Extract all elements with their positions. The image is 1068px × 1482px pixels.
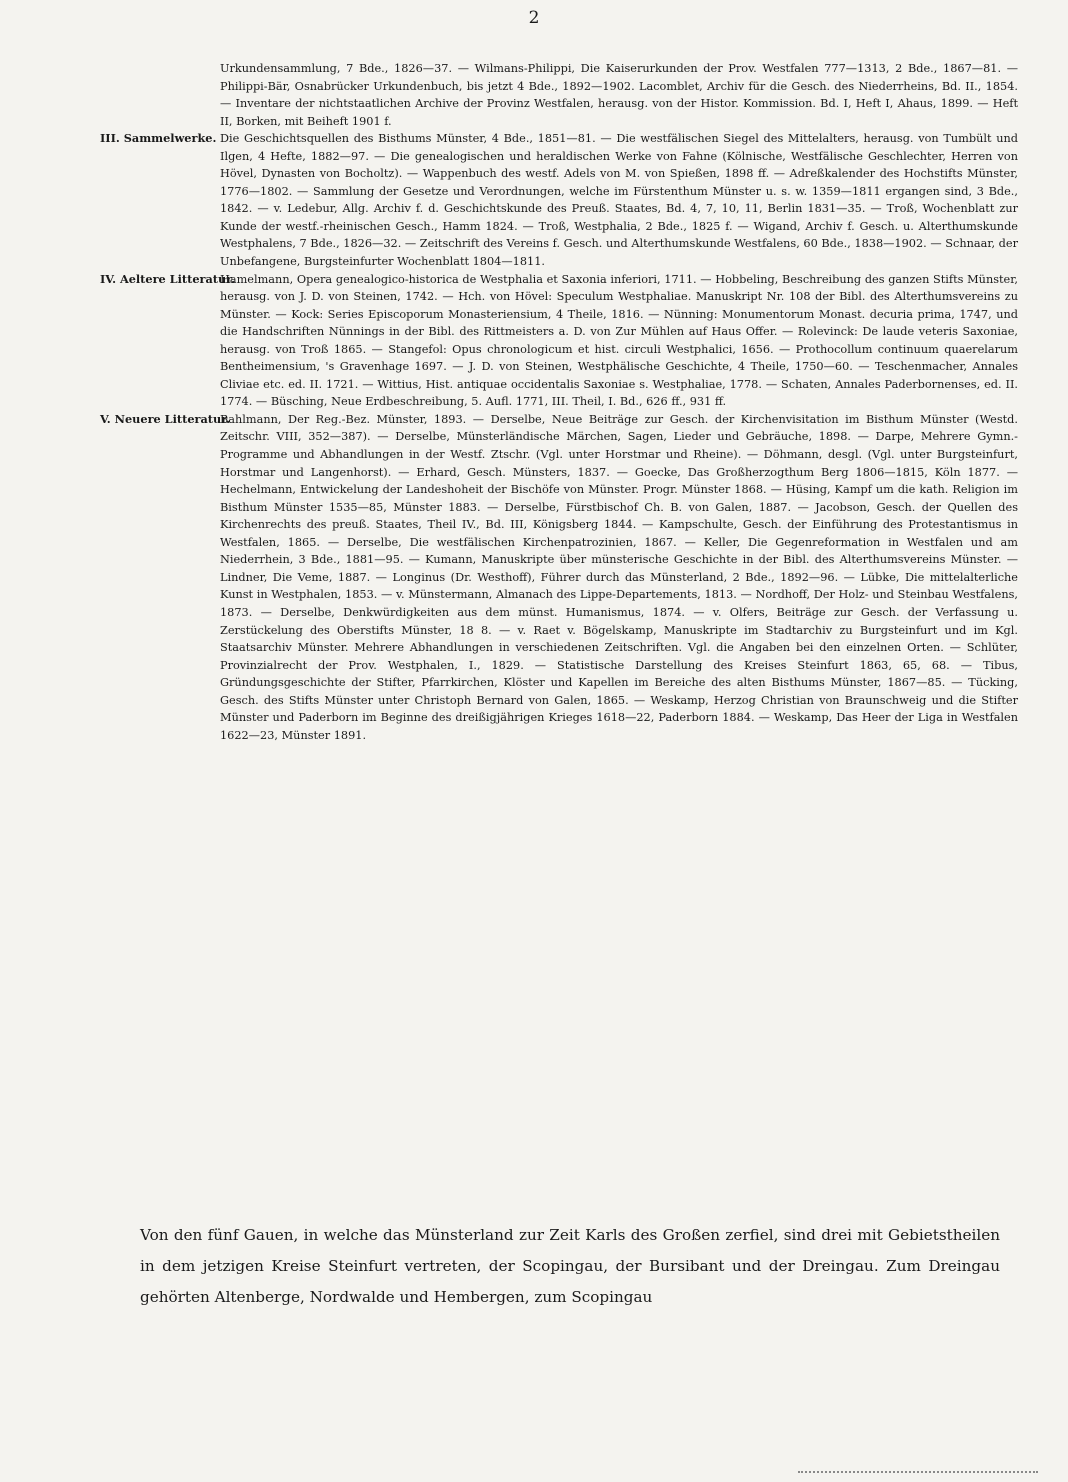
scan-edge-mark <box>798 1471 1038 1478</box>
bib-section-label: III. Sammelwerke. <box>100 131 217 146</box>
bibliography <box>100 60 1018 744</box>
bib-section-text: Urkundensammlung, 7 Bde., 1826—37. — Wilmans-Philippi, Die Kaiserurkunden der Prov. Westfalen 777—1313, 2 Bde., 1867—81. — Philippi-Bär, Osnabrücker Urkundenbuch, bis jetzt 4 Bde., 1892—1902. Lacomblet, Archiv für die Gesch. des Niederrheins, Bd. II., 1854. — Inventare der nichtstaatlichen Archive der Provinz Westfalen, herausg. von der Histor. Kommission. Bd. I, Heft I, Ahaus, 1899. — Heft II, Borken, mit Beiheft 1901 f. <box>220 62 1018 128</box>
bib-section-continued <box>100 60 1018 130</box>
bib-section-aeltere-litteratur <box>100 271 1018 411</box>
bib-section-neuere-litteratur <box>100 411 1018 744</box>
page-number: 2 <box>528 8 540 28</box>
bib-section-text: Hamelmann, Opera genealogico-historica de Westphalia et Saxonia inferiori, 1711. — Hobbeling, Beschreibung des ganzen Stifts Münster, herausg. von J. D. von Steinen, 1742. — Hch. von Hövel: Speculum Westphaliae. Manuskript Nr. 108 der Bibl. des Alterthumsvereins zu Münster. — Kock: Series Episcoporum Monasteriensium, 4 Theile, 1816. — Nünning: Monumentorum Monast. decuria prima, 1747, und die Handschriften Nünnings in der Bibl. des Rittmeisters a. D. von Zur Mühlen auf Haus Offer. — Rolevinck: De laude veteris Saxoniae, herausg. von Troß 1865. — Stangefol: Opus chronologicum et hist. circuli Westphalici, 1656. — Prothocollum continuum quaerelarum Bentheimensium, 's Gravenhage 1697. — J. D. von Steinen, Westphälische Geschichte, 4 Theile, 1750—60. — Teschenmacher, Annales Cliviae etc. ed. II. 1721. — Wittius, Hist. antiquae occidentalis Saxoniae s. Westphaliae, 1778. — Schaten, Annales Paderbornenses, ed. II. 1774. — Büsching, Neue Erdbeschreibung, 5. Aufl. 1771, III. Theil, I. Bd., 626 ff., 931 ff. <box>220 272 1018 409</box>
bib-section-label: IV. Aeltere Litteratur. <box>100 271 236 286</box>
body-paragraph: Von den fünf Gauen, in welche das Münsterland zur Zeit Karls des Großen zerfiel, sind drei mit Gebietstheilen in dem jetzigen Kreise Steinfurt vertreten, der Scopingau, der Bursibant und der Dreingau. Zum Dreingau gehörten Altenberge, Nordwalde und Hembergen, zum Scopingau <box>140 1226 1000 1306</box>
bib-section-label: V. Neuere Litteratur. <box>100 411 231 426</box>
bib-section-sammelwerke <box>100 130 1018 270</box>
bib-section-text: Bahlmann, Der Reg.-Bez. Münster, 1893. — Derselbe, Neue Beiträge zur Gesch. der Kirchenvisitation im Bisthum Münster (Westd. Zeitschr. VIII, 352—387). — Derselbe, Münsterländische Märchen, Sagen, Lieder und Gebräuche, 1898. — Darpe, Mehrere Gymn.-Programme und Abhandlungen in der Westf. Ztschr. (Vgl. unter Horstmar und Rheine). — Döhmann, desgl. (Vgl. unter Burgsteinfurt, Horstmar und Langenhorst). — Erhard, Gesch. Münsters, 1837. — Goecke, Das Großherzogthum Berg 1806—1815, Köln 1877. — Hechelmann, Entwickelung der Landeshoheit der Bischöfe von Münster. Progr. Münster 1868. — Hüsing, Kampf um die kath. Religion im Bisthum Münster 1535—85, Münster 1883. — Derselbe, Fürstbischof Ch. B. von Galen, 1887. — Jacobson, Gesch. der Quellen des Kirchenrechts des preuß. Staates, Theil IV., Bd. III, Königsberg 1844. — Kampschulte, Gesch. der Einführung des Protestantismus in Westfalen, 1865. — Derselbe, Die westfälischen Kirchenpatrozinien, 1867. — Keller, Die Gegenreformation in Westfalen und am Niederrhein, 3 Bde., 1881—95. — Kumann, Manuskripte über münsterische Geschichte in der Bibl. des Alterthumsvereins Münster. — Lindner, Die Veme, 1887. — Longinus (Dr. Westhoff), Führer durch das Münsterland, 2 Bde., 1892—96. — Lübke, Die mittelalterliche Kunst in Westphalen, 1853. — v. Münstermann, Almanach des Lippe-Departements, 1813. — Nordhoff, Der Holz- und Steinbau Westfalens, 1873. — Derselbe, Denkwürdigkeiten aus dem münst. Humanismus, 1874. — v. Olfers, Beiträge zur Gesch. der Verfassung u. Zerstückelung des Oberstifts Münster, 18 8. — v. Raet v. Bögelskamp, Manuskripte im Stadtarchiv zu Burgsteinfurt und im Kgl. Staatsarchiv Münster. Mehrere Abhandlungen in verschiedenen Zeitschriften. Vgl. die Angaben bei den einzelnen Orten. — Schlüter, Provinzialrecht der Prov. Westphalen, I., 1829. — Statistische Darstellung des Kreises Steinfurt 1863, 65, 68. — Tibus, Gründungsgeschichte der Stifter, Pfarrkirchen, Klöster und Kapellen im Bereiche des alten Bisthums Münster, 1867—85. — Tücking, Gesch. des Stifts Münster unter Christoph Bernard von Galen, 1865. — Weskamp, Herzog Christian von Braunschweig und die Stifter Münster und Paderborn im Beginne des dreißigjährigen Krieges 1618—22, Paderborn 1884. — Weskamp, Das Heer der Liga in Westfalen 1622—23, Münster 1891. <box>220 412 1018 742</box>
bib-section-text: Die Geschichtsquellen des Bisthums Münster, 4 Bde., 1851—81. — Die westfälischen Siegel des Mittelalters, herausg. von Tumbült und Ilgen, 4 Hefte, 1882—97. — Die genealogischen und heraldischen Werke von Fahne (Kölnische, Westfälische Geschlechter, Herren von Hövel, Dynasten von Bocholtz). — Wappenbuch des westf. Adels von M. von Spießen, 1898 ff. — Adreßkalender des Hochstifts Münster, 1776—1802. — Sammlung der Gesetze und Verordnungen, welche im Fürstenthum Münster u. s. w. 1359—1811 ergangen sind, 3 Bde., 1842. — v. Ledebur, Allg. Archiv f. d. Geschichtskunde des Preuß. Staates, Bd. 4, 7, 10, 11, Berlin 1831—35. — Troß, Wochenblatt zur Kunde der westf.-rheinischen Gesch., Hamm 1824. — Troß, Westphalia, 2 Bde., 1825 f. — Wigand, Archiv f. Gesch. u. Alterthumskunde Westphalens, 7 Bde., 1826—32. — Zeitschrift des Vereins f. Gesch. und Alterthumskunde Westfalens, 60 Bde., 1838—1902. — Schnaar, der Unbefangene, Burgsteinfurter Wochenblatt 1804—1811. <box>220 132 1018 269</box>
